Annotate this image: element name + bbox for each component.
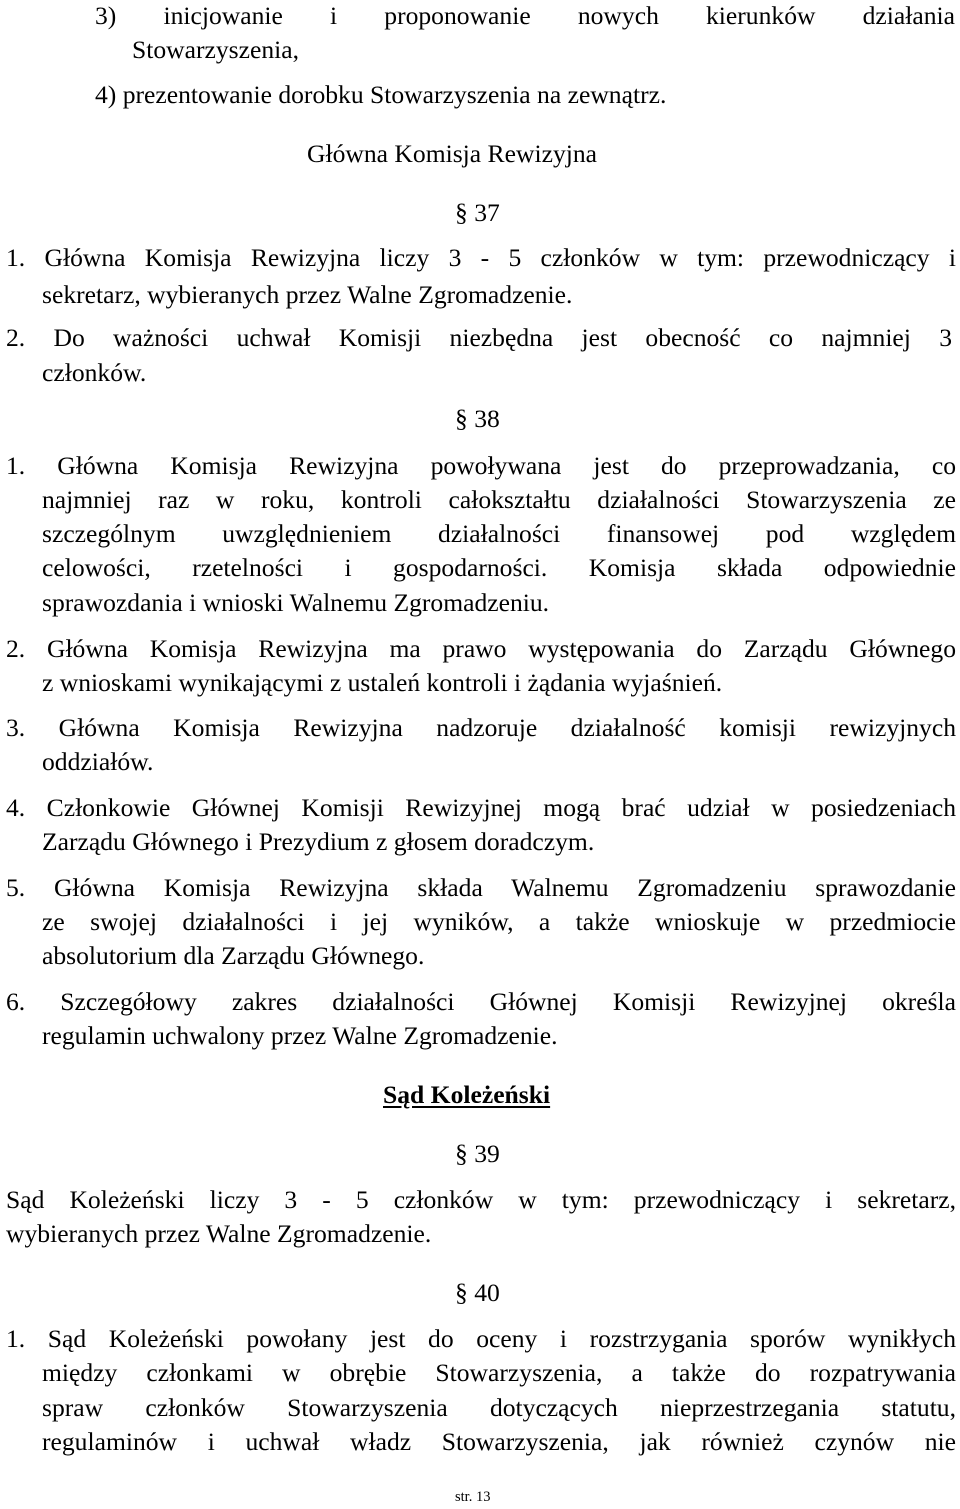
p37-line-3: 2. Do ważności uchwał Komisji niezbędna jest obecność co najmniej 3 [6,323,952,352]
p38-line: 3. Główna Komisja Rewizyjna nadzoruje działalność komisji rewizyjnych [6,713,956,742]
page-number: str. 13 [455,1489,491,1505]
p38-line: 6. Szczegółowy zakres działalności Głównej Komisji Rewizyjnej określa [6,987,956,1016]
list-item-3-line-1: 3) inicjowanie i proponowanie nowych kierunków działania [95,1,955,30]
p38-line: celowości, rzetelności i gospodarności. Komisja składa odpowiednie [42,553,956,582]
p40-line: między członkami w obrębie Stowarzyszenia, a także do rozpatrywania [42,1358,956,1387]
section-heading-gkr: Główna Komisja Rewizyjna [307,139,598,168]
p38-line: sprawozdania i wnioski Walnemu Zgromadzeniu. [42,588,550,617]
p38-line: szczególnym uwzględnieniem działalności finansowej pod względem [42,519,956,548]
p37-line-1: 1. Główna Komisja Rewizyjna liczy 3 - 5 członków w tym: przewodniczący i [6,243,956,272]
p38-line: z wnioskami wynikającymi z ustaleń kontroli i żądania wyjaśnień. [42,668,723,697]
p38-line: oddziałów. [42,747,154,776]
p37-line-2: sekretarz, wybieranych przez Walne Zgromadzenie. [42,280,573,309]
section-heading-sk: Sąd Koleżeński [383,1080,551,1109]
paragraph-label-40: § 40 [455,1278,500,1307]
list-item-4: 4) prezentowanie dorobku Stowarzyszenia na zewnątrz. [95,80,667,109]
p39-line-2: wybieranych przez Walne Zgromadzenie. [6,1219,432,1248]
p40-line: 1. Sąd Koleżeński powołany jest do oceny i rozstrzygania sporów wynikłych [6,1324,956,1353]
p38-line: 5. Główna Komisja Rewizyjna składa Walnemu Zgromadzeniu sprawozdanie [6,873,956,902]
p40-line: regulaminów i uchwał władz Stowarzyszenia, jak również czynów nie [42,1427,956,1456]
p38-line: absolutorium dla Zarządu Głównego. [42,941,425,970]
list-item-3-line-2: Stowarzyszenia, [132,35,300,64]
paragraph-label-39: § 39 [455,1139,500,1168]
p38-line: 4. Członkowie Głównej Komisji Rewizyjnej mogą brać udział w posiedzeniach [6,793,956,822]
p40-line: spraw członków Stowarzyszenia dotyczących nieprzestrzegania statutu, [42,1393,956,1422]
paragraph-label-37: § 37 [455,198,500,227]
p37-line-4: członków. [42,358,147,387]
p38-line: 2. Główna Komisja Rewizyjna ma prawo występowania do Zarządu Głównego [6,634,956,663]
paragraph-label-38: § 38 [455,404,500,433]
p38-line: najmniej raz w roku, kontroli całokształtu działalności Stowarzyszenia ze [42,485,956,514]
p38-line: Zarządu Głównego i Prezydium z głosem doradczym. [42,827,595,856]
p38-line: ze swojej działalności i jej wyników, a także wnioskuje w przedmiocie [42,907,956,936]
p38-line: 1. Główna Komisja Rewizyjna powoływana jest do przeprowadzania, co [6,451,956,480]
p38-line: regulamin uchwalony przez Walne Zgromadzenie. [42,1021,558,1050]
p39-line-1: Sąd Koleżeński liczy 3 - 5 członków w tym: przewodniczący i sekretarz, [6,1185,956,1214]
